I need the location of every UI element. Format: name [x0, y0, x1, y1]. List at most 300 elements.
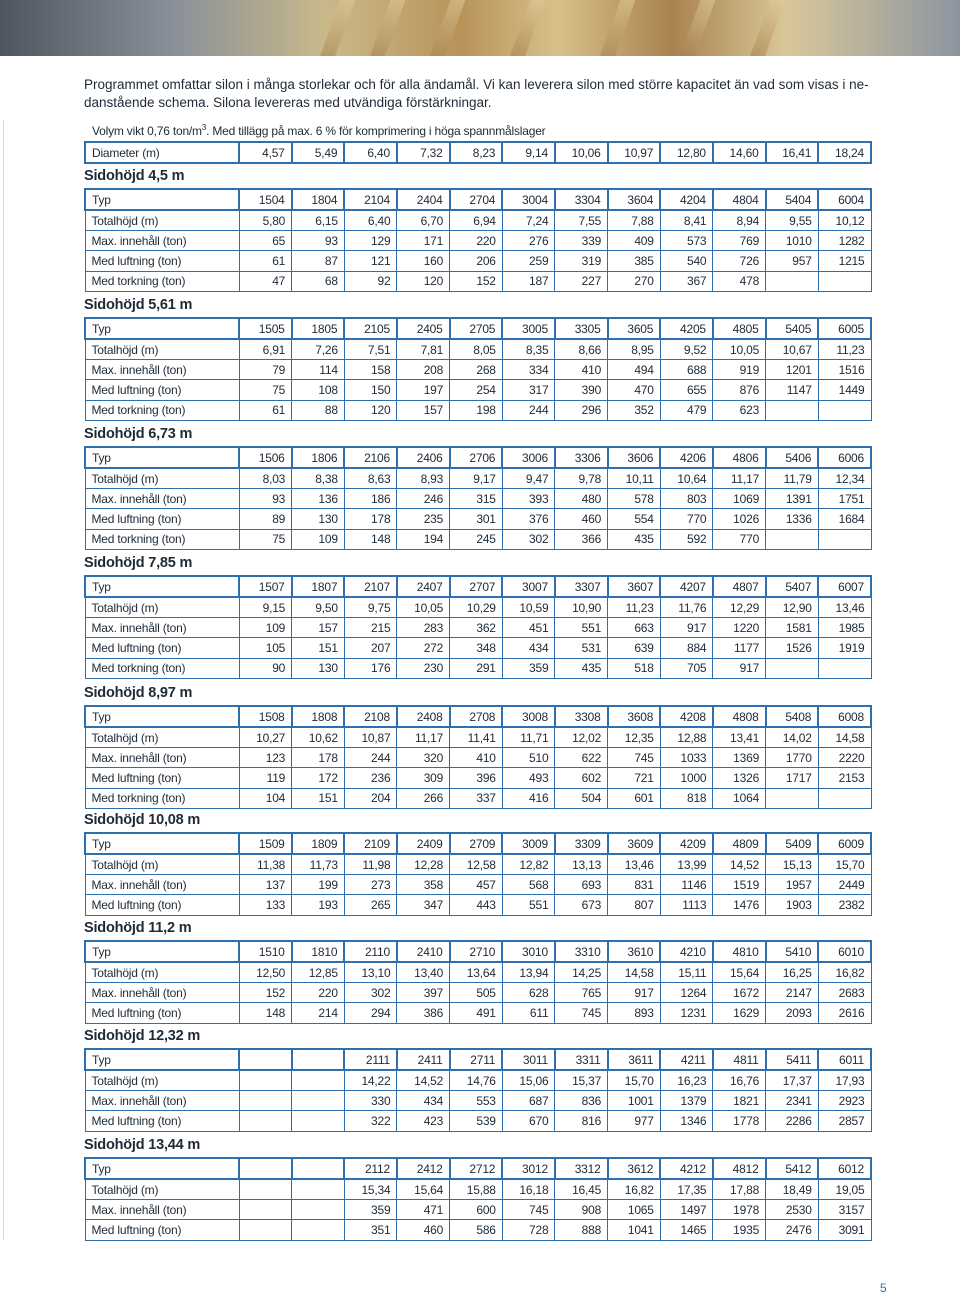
table-cell: 3606: [608, 447, 661, 468]
table-cell: 493: [502, 768, 555, 788]
table-cell: 600: [450, 1200, 503, 1220]
table-cell: 8,94: [713, 210, 766, 231]
row-label: Med luftning (ton): [85, 1003, 239, 1023]
table-cell: 586: [450, 1220, 503, 1240]
table-cell: 3608: [608, 706, 661, 727]
table-cell: 7,51: [344, 339, 397, 360]
table-cell: 1957: [766, 875, 819, 895]
row-label: Max. innehåll (ton): [85, 875, 239, 895]
volume-note-sup: 3: [201, 123, 207, 132]
table-row: [85, 1200, 871, 1220]
table-row: [85, 1003, 871, 1023]
table-cell: 745: [502, 1200, 555, 1220]
table-cell: 6008: [818, 706, 871, 727]
table-cell: 888: [555, 1220, 608, 1240]
table-cell: 359: [502, 658, 555, 678]
table-cell: 13,46: [818, 597, 871, 618]
table-cell: 11,23: [608, 597, 661, 618]
table-cell: 1391: [766, 489, 819, 509]
table-cell: 1751: [818, 489, 871, 509]
table-cell: 1807: [292, 576, 345, 597]
table-cell: 592: [660, 529, 713, 549]
table-cell: 1629: [713, 1003, 766, 1023]
table-row: [85, 231, 871, 251]
table-cell: 770: [660, 509, 713, 529]
table-row: [85, 509, 871, 529]
table-row: [85, 875, 871, 895]
table-cell: [818, 658, 871, 678]
table-cell: 220: [450, 231, 503, 251]
table-cell: 4212: [660, 1158, 713, 1179]
table-cell: 3004: [502, 189, 555, 210]
table-cell: [766, 529, 819, 549]
table-cell: 11,71: [502, 727, 555, 748]
table-cell: 4807: [713, 576, 766, 597]
table-cell: 1065: [608, 1200, 661, 1220]
table-cell: 93: [239, 489, 292, 509]
table-cell: 347: [397, 895, 450, 915]
table-cell: 19,05: [818, 1179, 871, 1200]
table-cell: 330: [344, 1091, 397, 1111]
table-cell: 836: [555, 1091, 608, 1111]
table-cell: 3011: [502, 1049, 555, 1070]
table-row: [85, 189, 871, 210]
table-cell: 10,64: [660, 468, 713, 489]
table-cell: 121: [344, 251, 397, 271]
table-cell: 3307: [555, 576, 608, 597]
table-cell: 3607: [608, 576, 661, 597]
table-cell: 14,58: [608, 962, 661, 983]
table-cell: 215: [344, 618, 397, 638]
table-cell: 108: [292, 380, 345, 400]
volume-note: [92, 123, 545, 138]
table-cell: 207: [344, 638, 397, 658]
table-cell: 3005: [502, 318, 555, 339]
table-cell: 4208: [660, 706, 713, 727]
table-cell: 11,38: [239, 854, 292, 875]
table-cell: 348: [450, 638, 503, 658]
table-row: [85, 1091, 871, 1111]
table-cell: 10,97: [608, 142, 661, 163]
table-cell: 1282: [818, 231, 871, 251]
table-cell: 416: [502, 788, 555, 808]
table-cell: 434: [397, 1091, 450, 1111]
table-cell: [818, 788, 871, 808]
table-cell: 5,49: [292, 142, 345, 163]
table-cell: 129: [344, 231, 397, 251]
row-label: Max. innehåll (ton): [85, 489, 239, 509]
table-cell: 6005: [818, 318, 871, 339]
table-cell: 9,50: [292, 597, 345, 618]
table-row: [85, 941, 871, 962]
row-label: Totalhöjd (m): [85, 1179, 239, 1200]
table-cell: 14,76: [450, 1070, 503, 1091]
table-cell: 3006: [502, 447, 555, 468]
table-cell: 9,55: [766, 210, 819, 231]
table-cell: [818, 271, 871, 291]
table-cell: 376: [502, 509, 555, 529]
table-cell: 2705: [450, 318, 503, 339]
table-cell: 268: [450, 360, 503, 380]
table-cell: 769: [713, 231, 766, 251]
table-cell: 12,58: [450, 854, 503, 875]
table-cell: 721: [608, 768, 661, 788]
table-cell: 3308: [555, 706, 608, 727]
table-cell: 611: [502, 1003, 555, 1023]
table-cell: 236: [344, 768, 397, 788]
table-cell: 728: [502, 1220, 555, 1240]
row-label: Totalhöjd (m): [85, 210, 239, 231]
table-cell: 18,24: [818, 142, 871, 163]
table-cell: 551: [555, 618, 608, 638]
table-cell: 568: [502, 875, 555, 895]
table-cell: 1684: [818, 509, 871, 529]
table-row: [85, 576, 871, 597]
table-cell: 1516: [818, 360, 871, 380]
table-cell: 8,41: [660, 210, 713, 231]
table-cell: 917: [660, 618, 713, 638]
row-label: Max. innehåll (ton): [85, 231, 239, 251]
row-label: Max. innehåll (ton): [85, 748, 239, 768]
table-cell: 198: [450, 400, 503, 420]
table-row: [85, 748, 871, 768]
table-cell: [239, 1158, 292, 1179]
table-row: [85, 400, 871, 420]
header-banner-image: [0, 0, 960, 56]
table-cell: 3610: [608, 941, 661, 962]
row-label: Totalhöjd (m): [85, 339, 239, 360]
table-cell: 397: [397, 983, 450, 1003]
table-cell: 11,76: [660, 597, 713, 618]
table-cell: 15,13: [766, 854, 819, 875]
table-row: [85, 360, 871, 380]
table-cell: 1069: [713, 489, 766, 509]
table-cell: 294: [344, 1003, 397, 1023]
table-cell: 87: [292, 251, 345, 271]
table-cell: 578: [608, 489, 661, 509]
table-cell: 1497: [660, 1200, 713, 1220]
table-cell: 551: [502, 895, 555, 915]
table-cell: 11,17: [713, 468, 766, 489]
table-cell: 61: [239, 251, 292, 271]
table-cell: 235: [397, 509, 450, 529]
table-cell: 8,66: [555, 339, 608, 360]
row-label: Typ: [85, 318, 239, 339]
table-cell: 265: [344, 895, 397, 915]
table-cell: 351: [344, 1220, 397, 1240]
row-label: Med torkning (ton): [85, 529, 239, 549]
table-cell: 151: [292, 788, 345, 808]
table-cell: 554: [608, 509, 661, 529]
table-cell: 726: [713, 251, 766, 271]
table-cell: 8,23: [450, 142, 503, 163]
row-label: Totalhöjd (m): [85, 597, 239, 618]
table-cell: 3010: [502, 941, 555, 962]
table-cell: 18,49: [766, 1179, 819, 1200]
table-row: [85, 529, 871, 549]
table-cell: 471: [397, 1200, 450, 1220]
table-cell: 1810: [292, 941, 345, 962]
table-cell: 2410: [397, 941, 450, 962]
row-label: Typ: [85, 1049, 239, 1070]
table-cell: 480: [555, 489, 608, 509]
table-cell: 977: [608, 1111, 661, 1131]
specs-table: [84, 832, 872, 916]
table-cell: 120: [397, 271, 450, 291]
table-cell: 152: [450, 271, 503, 291]
table-cell: 6,40: [344, 142, 397, 163]
table-cell: [239, 1200, 292, 1220]
table-cell: 10,05: [713, 339, 766, 360]
table-cell: 8,35: [502, 339, 555, 360]
row-label: Med luftning (ton): [85, 251, 239, 271]
table-row: [85, 1220, 871, 1240]
specs-table: [84, 1157, 872, 1241]
table-cell: 3312: [555, 1158, 608, 1179]
row-label: Typ: [85, 576, 239, 597]
table-cell: 1509: [239, 833, 292, 854]
table-cell: 893: [608, 1003, 661, 1023]
table-cell: 136: [292, 489, 345, 509]
table-cell: 61: [239, 400, 292, 420]
table-cell: 5408: [766, 706, 819, 727]
table-cell: 367: [660, 271, 713, 291]
table-cell: 301: [450, 509, 503, 529]
table-cell: 302: [502, 529, 555, 549]
table-cell: 5,80: [239, 210, 292, 231]
diameter-row: [85, 142, 871, 163]
table-cell: 3009: [502, 833, 555, 854]
row-label: Totalhöjd (m): [85, 854, 239, 875]
table-cell: 273: [344, 875, 397, 895]
table-cell: [766, 271, 819, 291]
table-cell: 11,79: [766, 468, 819, 489]
table-cell: 7,26: [292, 339, 345, 360]
table-cell: 11,73: [292, 854, 345, 875]
table-cell: 765: [555, 983, 608, 1003]
section-heading: Sidohöjd 10,08 m: [84, 812, 201, 828]
table-cell: 8,95: [608, 339, 661, 360]
specs-table: [84, 317, 872, 421]
table-cell: 178: [292, 748, 345, 768]
volume-note-text: Volym vikt 0,76 ton/m: [92, 124, 202, 138]
table-cell: 3604: [608, 189, 661, 210]
table-cell: 2530: [766, 1200, 819, 1220]
table-cell: 9,14: [502, 142, 555, 163]
table-cell: 208: [397, 360, 450, 380]
table-cell: 8,38: [292, 468, 345, 489]
table-cell: 1770: [766, 748, 819, 768]
table-cell: [292, 1070, 345, 1091]
specs-table: [84, 1048, 872, 1132]
table-cell: 3091: [818, 1220, 871, 1240]
table-cell: 409: [608, 231, 661, 251]
table-cell: 2407: [397, 576, 450, 597]
table-row: [85, 447, 871, 468]
row-label: Typ: [85, 833, 239, 854]
table-cell: 670: [502, 1111, 555, 1131]
table-cell: 276: [502, 231, 555, 251]
table-cell: 89: [239, 509, 292, 529]
row-label: Typ: [85, 706, 239, 727]
table-cell: 14,25: [555, 962, 608, 983]
table-cell: 390: [555, 380, 608, 400]
section-heading: Sidohöjd 7,85 m: [84, 555, 193, 571]
table-cell: 15,70: [818, 854, 871, 875]
table-cell: 2341: [766, 1091, 819, 1111]
table-cell: 1215: [818, 251, 871, 271]
table-cell: 319: [555, 251, 608, 271]
table-cell: 10,67: [766, 339, 819, 360]
table-cell: 663: [608, 618, 661, 638]
table-cell: 1778: [713, 1111, 766, 1131]
row-label: Max. innehåll (ton): [85, 1091, 239, 1111]
table-cell: 1510: [239, 941, 292, 962]
table-cell: 2857: [818, 1111, 871, 1131]
table-cell: 16,23: [660, 1070, 713, 1091]
table-cell: 1000: [660, 768, 713, 788]
row-label: Totalhöjd (m): [85, 468, 239, 489]
table-cell: 302: [344, 983, 397, 1003]
table-cell: 919: [713, 360, 766, 380]
section-heading: Sidohöjd 8,97 m: [84, 685, 193, 701]
table-cell: 1978: [713, 1200, 766, 1220]
table-cell: 204: [344, 788, 397, 808]
table-cell: 2406: [397, 447, 450, 468]
table-cell: 4209: [660, 833, 713, 854]
table-cell: 16,45: [555, 1179, 608, 1200]
row-label: Med torkning (ton): [85, 788, 239, 808]
table-cell: 13,13: [555, 854, 608, 875]
table-cell: 518: [608, 658, 661, 678]
row-label: Max. innehåll (ton): [85, 618, 239, 638]
table-cell: 283: [397, 618, 450, 638]
table-cell: 2683: [818, 983, 871, 1003]
table-row: [85, 962, 871, 983]
table-cell: 5410: [766, 941, 819, 962]
table-cell: 291: [450, 658, 503, 678]
table-row: [85, 1070, 871, 1091]
table-cell: [292, 1200, 345, 1220]
table-cell: 14,52: [397, 1070, 450, 1091]
table-cell: 109: [239, 618, 292, 638]
table-cell: [292, 1179, 345, 1200]
table-row: [85, 854, 871, 875]
table-cell: 1903: [766, 895, 819, 915]
row-label: Typ: [85, 941, 239, 962]
table-cell: 65: [239, 231, 292, 251]
table-cell: 17,35: [660, 1179, 713, 1200]
table-cell: 705: [660, 658, 713, 678]
table-cell: 434: [502, 638, 555, 658]
table-row: [85, 833, 871, 854]
table-cell: 266: [397, 788, 450, 808]
table-cell: 385: [608, 251, 661, 271]
table-cell: 309: [397, 768, 450, 788]
table-cell: 457: [450, 875, 503, 895]
table-cell: 435: [608, 529, 661, 549]
table-cell: 3305: [555, 318, 608, 339]
table-cell: 688: [660, 360, 713, 380]
table-cell: 199: [292, 875, 345, 895]
table-cell: 553: [450, 1091, 503, 1111]
table-cell: 339: [555, 231, 608, 251]
table-cell: 410: [555, 360, 608, 380]
table-cell: 1147: [766, 380, 819, 400]
table-cell: 1809: [292, 833, 345, 854]
table-cell: 491: [450, 1003, 503, 1023]
table-cell: 92: [344, 271, 397, 291]
table-cell: 88: [292, 400, 345, 420]
table-cell: 4804: [713, 189, 766, 210]
table-cell: 3612: [608, 1158, 661, 1179]
table-cell: 11,17: [397, 727, 450, 748]
row-label: Totalhöjd (m): [85, 962, 239, 983]
table-row: [85, 618, 871, 638]
table-cell: 245: [450, 529, 503, 549]
intro-line-1: Programmet omfattar silon i många storlekar och för alla ändamål. Vi kan leverera silon med större kapacitet än vad som visas i ne-: [84, 77, 869, 92]
table-cell: 230: [397, 658, 450, 678]
table-row: [85, 1111, 871, 1131]
table-cell: 12,29: [713, 597, 766, 618]
table-cell: 4810: [713, 941, 766, 962]
table-cell: 531: [555, 638, 608, 658]
table-cell: 148: [344, 529, 397, 549]
row-label: Med torkning (ton): [85, 271, 239, 291]
table-cell: 151: [292, 638, 345, 658]
row-label: Totalhöjd (m): [85, 1070, 239, 1091]
table-cell: 803: [660, 489, 713, 509]
table-cell: 4806: [713, 447, 766, 468]
table-cell: 2408: [397, 706, 450, 727]
table-cell: 3008: [502, 706, 555, 727]
table-cell: 2220: [818, 748, 871, 768]
table-cell: 876: [713, 380, 766, 400]
table-cell: 16,41: [766, 142, 819, 163]
table-cell: 90: [239, 658, 292, 678]
table-cell: 193: [292, 895, 345, 915]
table-cell: 7,32: [397, 142, 450, 163]
table-cell: 15,11: [660, 962, 713, 983]
table-cell: 12,02: [555, 727, 608, 748]
table-cell: 2107: [344, 576, 397, 597]
table-cell: 93: [292, 231, 345, 251]
table-cell: 3605: [608, 318, 661, 339]
table-cell: 2412: [397, 1158, 450, 1179]
table-cell: [766, 658, 819, 678]
table-cell: 4809: [713, 833, 766, 854]
table-cell: 7,81: [397, 339, 450, 360]
table-cell: 5404: [766, 189, 819, 210]
table-cell: 2409: [397, 833, 450, 854]
table-cell: 2616: [818, 1003, 871, 1023]
table-cell: 14,52: [713, 854, 766, 875]
table-cell: 1508: [239, 706, 292, 727]
table-cell: 1935: [713, 1220, 766, 1240]
table-cell: 693: [555, 875, 608, 895]
table-cell: 68: [292, 271, 345, 291]
table-cell: 197: [397, 380, 450, 400]
table-cell: 443: [450, 895, 503, 915]
table-cell: 3304: [555, 189, 608, 210]
table-cell: 2708: [450, 706, 503, 727]
table-cell: 4812: [713, 1158, 766, 1179]
table-row: [85, 339, 871, 360]
table-row: [85, 638, 871, 658]
table-cell: 114: [292, 360, 345, 380]
table-cell: 393: [502, 489, 555, 509]
table-cell: 1146: [660, 875, 713, 895]
